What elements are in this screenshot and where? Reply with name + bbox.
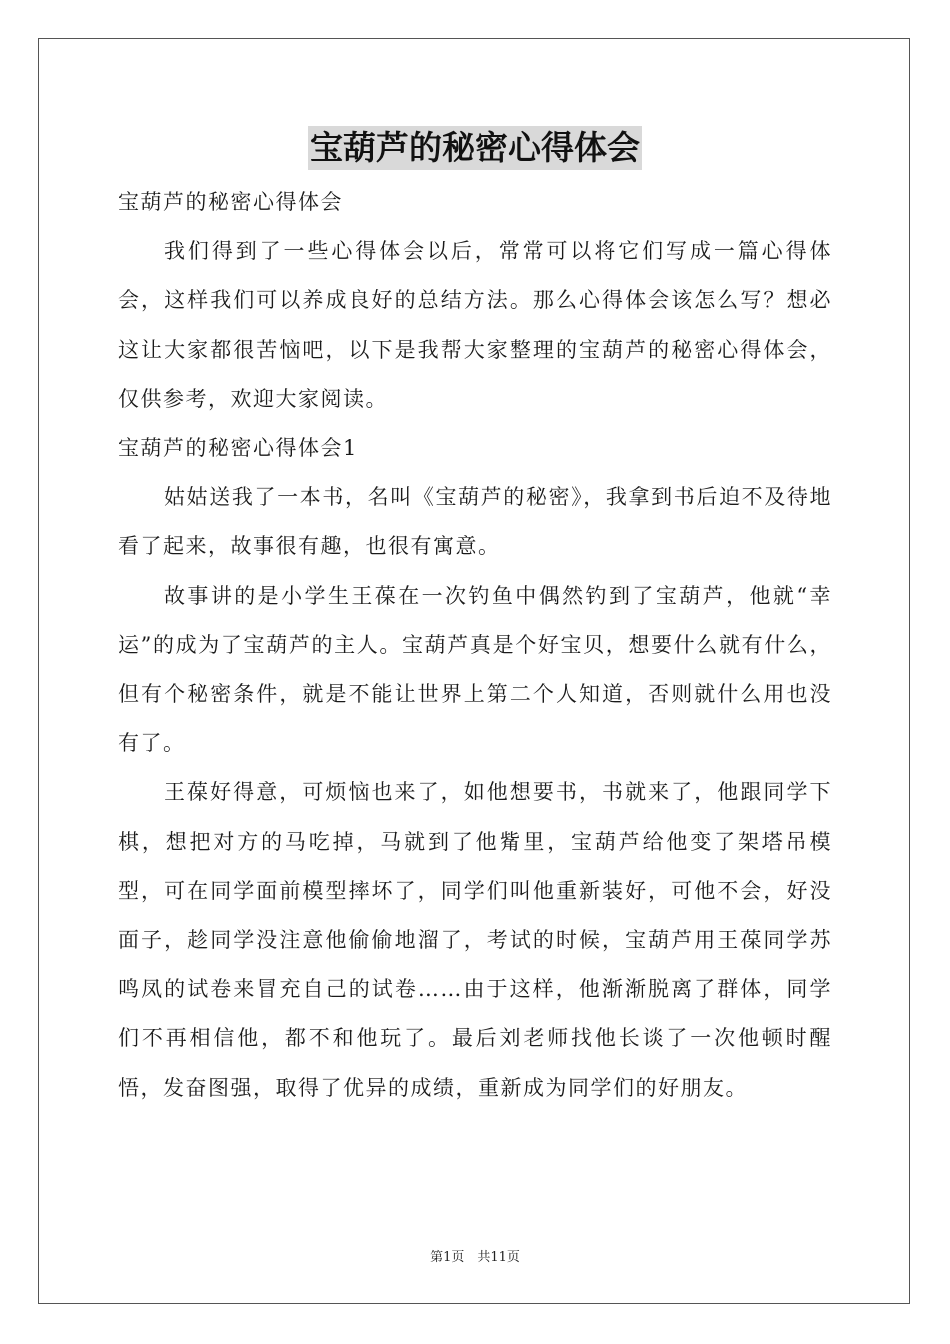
section-heading: 宝葫芦的秘密心得体会1	[118, 436, 358, 461]
intro-paragraph: 我们得到了一些心得体会以后，常常可以将它们写成一篇心得体会，这样我们可以养成良好的总结方法。那么心得体会该怎么写？想必这让大家都很苦恼吧，以下是我帮大家整理的宝葫芦的秘密心得体会，仅供参考，欢迎大家阅读。	[118, 239, 832, 411]
body-paragraph-2: 故事讲的是小学生王葆在一次钓鱼中偶然钓到了宝葫芦，他就“幸运”的成为了宝葫芦的主人。宝葫芦真是个好宝贝，想要什么就有什么，但有个秘密条件，就是不能让世界上第二个人知道，否则就什么用也没有了。	[118, 583, 832, 756]
page-footer	[0, 1249, 950, 1267]
document-title: 宝葫芦的秘密心得体会	[308, 126, 642, 170]
document-body	[118, 178, 832, 1113]
page-number: 第1页 共11页	[430, 1250, 520, 1265]
document-subtitle: 宝葫芦的秘密心得体会	[118, 190, 343, 214]
body-paragraph-1: 姑姑送我了一本书，名叫《宝葫芦的秘密》，我拿到书后迫不及待地看了起来，故事很有趣，也很有寓意。	[118, 485, 832, 559]
title-container	[0, 126, 950, 170]
body-paragraph-3: 王葆好得意，可烦恼也来了，如他想要书，书就来了，他跟同学下棋，想把对方的马吃掉，马就到了他觜里，宝葫芦给他变了架塔吊模型，可在同学面前模型摔坏了，同学们叫他重新装好，可他不会，好没面子，趁同学没注意他偷偷地溜了，考试的时候，宝葫芦用王葆同学苏鸣凤的试卷来冒充自己的试卷……由于这样，他渐渐脱离了群体，同学们不再相信他，都不和他玩了。最后刘老师找他长谈了一次他顿时醒悟，发奋图强，取得了优异的成绩，重新成为同学们的好朋友。	[118, 780, 832, 1100]
